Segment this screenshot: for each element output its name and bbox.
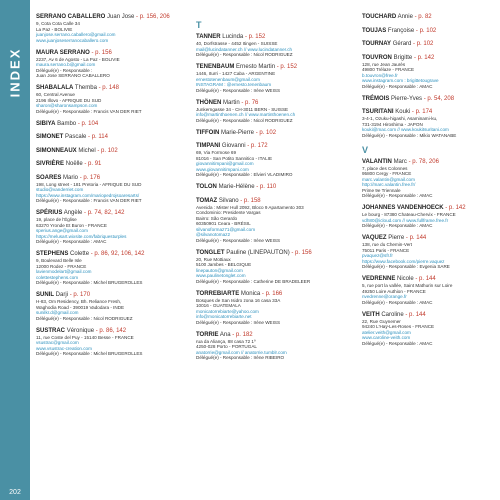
- entry-delegate-line: Délégué(e) - Responsable : Catherine DE BRADELEER: [196, 278, 311, 284]
- entry-firstname: Michel: [78, 147, 96, 154]
- entry-firstname: Véronique: [66, 327, 95, 334]
- entry-surname: THÖNEN: [196, 99, 222, 106]
- entry-delegate-line: Délégué(e) - Responsable : Nicol RODRIGUEZ: [196, 52, 293, 57]
- entry-contact-link[interactable]: mail@lucindatanner.ch // www.lucindatanner.ch: [196, 46, 293, 52]
- entry-pages: - p. 86, 142: [95, 327, 127, 334]
- index-entry: [196, 100, 346, 124]
- entry-firstname: Pierre: [388, 235, 405, 241]
- index-entry: [362, 312, 498, 347]
- index-title-container: [2, 12, 28, 132]
- index-entry: [36, 251, 181, 286]
- entry-address-line: Le bourg - 87380 Chateau-Chervix - FRANCE: [362, 212, 456, 217]
- entry-pages: - p. 102: [413, 41, 434, 47]
- entry-surname: TOMAZ: [196, 197, 218, 204]
- entry-surname: TIFFOIN: [196, 129, 220, 136]
- entry-firstname: Caroline: [381, 311, 404, 318]
- entry-heading: [36, 134, 181, 141]
- index-entry: [196, 291, 346, 326]
- entry-pages: - p. 156, 206: [136, 14, 170, 20]
- entry-firstname: Themba: [74, 85, 97, 91]
- entry-firstname: Darji: [55, 292, 69, 298]
- entry-firstname: Giovanni: [221, 143, 246, 149]
- entry-pages: - p. 91: [84, 161, 102, 167]
- entry-delegate-line: Délégué(e) - Responsable : Mikio WATANABE: [362, 132, 457, 138]
- entry-surname: VEITH: [362, 311, 380, 318]
- entry-contact-link[interactable]: www.paulinetonglet.com: [196, 273, 246, 278]
- entry-pages: - p. 102: [97, 147, 118, 154]
- entry-surname: TOURNAY: [362, 41, 392, 47]
- entry-contact-link[interactable]: studio@vanderriet.com: [36, 187, 84, 192]
- entry-pages: - p. 82: [414, 14, 432, 20]
- entry-address-line: rua da Aliança, 88 casa 72 1º: [196, 338, 256, 344]
- entry-heading: [362, 312, 498, 319]
- entry-firstname: Pauline (LINEPAUTON): [226, 249, 290, 256]
- entry-heading: [362, 96, 498, 103]
- entry-firstname: Lucinda: [222, 34, 244, 40]
- entry-firstname: Colette: [70, 251, 90, 257]
- index-entry: [362, 96, 498, 103]
- entry-contact-link[interactable]: @silvanotomaz2: [196, 232, 231, 237]
- entry-delegate-line: Délégué(e) - Responsable : Irène WEISS: [196, 237, 281, 243]
- entry-heading: [36, 85, 181, 92]
- entry-address-line: 75011 Paris - FRANCE: [362, 247, 410, 253]
- entry-delegate-line: Prime 9e Triennale: [362, 187, 401, 193]
- entry-delegate-line: Délégué(e) - Responsable : AMAC: [362, 223, 433, 228]
- entry-address-line: 7, place des Colonnes: [362, 165, 408, 171]
- entry-pages: - p. 170: [69, 292, 91, 298]
- entry-pages: - p. 172: [247, 143, 268, 149]
- entry-firstname: Françoise: [387, 27, 415, 34]
- entry-heading: [36, 251, 181, 258]
- entry-firstname: Mario: [63, 174, 79, 181]
- entry-delegate-line: Délégué(e) - Responsable : AMAC: [362, 340, 433, 346]
- index-entry: [362, 55, 498, 90]
- entry-surname: JOHANNES VANDENHOECK: [362, 205, 444, 211]
- entry-delegate-line: Délégué(e) - Responsable : Irène RIBEIRO: [196, 355, 285, 360]
- entry-pages: - p. 74, 82, 142: [84, 210, 125, 216]
- index-entry: [196, 198, 346, 244]
- entry-delegate-line: Juan Jose SERRANO CABALLERO: [36, 73, 110, 78]
- entry-pages: - p. 156: [291, 249, 312, 256]
- entry-heading: [196, 198, 346, 205]
- entry-heading: [196, 184, 346, 191]
- entry-contact-link[interactable]: juanjose.serrano.caballero@gmail.com: [36, 32, 116, 37]
- entry-address-line: 4250-028 Porto - PORTUGAL: [196, 344, 257, 349]
- entry-contact-link[interactable]: www.caroline-veith.com: [362, 335, 411, 340]
- entry-contact-link[interactable]: sunilkr.d@gmail.com: [36, 310, 79, 315]
- index-title: INDEX: [7, 47, 23, 97]
- entry-pages: - p. 148: [98, 85, 119, 91]
- entry-address-line: Junkerngasse 34 - CH-3011 BERN - SUISSE: [196, 106, 289, 112]
- entry-surname: TIMPANI: [196, 143, 221, 149]
- entry-contact-link[interactable]: vsustrac@gmail.com: [36, 340, 79, 345]
- index-entry: [196, 34, 346, 58]
- entry-heading: [196, 291, 346, 298]
- entry-pages: - p. 144: [405, 311, 426, 318]
- entry-address-line: 49800 Trélaze - FRANCE: [362, 67, 415, 72]
- page-number: 202: [9, 489, 21, 496]
- index-entry: [36, 50, 181, 79]
- entry-address-line: H-83, Om Residency, Bh. Reliance Fresh,: [36, 299, 122, 304]
- entry-delegate-line: Délégué(e) - Responsable : AMAC: [36, 239, 107, 244]
- entry-contact-link[interactable]: monicatorrebiarte@yahoo.com: [196, 308, 259, 314]
- entry-pages: - p. 156: [91, 49, 112, 56]
- entry-address-line: 22, Rue Guynemer: [362, 318, 401, 324]
- index-entry: [36, 148, 181, 155]
- entry-address-line: Bairro: São Gerardo: [196, 215, 238, 221]
- entry-firstname: Ernesto Martin: [236, 64, 276, 70]
- entry-address-line: 94240 L'Haÿ-Les-Roses - FRANCE: [362, 324, 435, 329]
- entry-surname: TONGLET: [196, 249, 225, 256]
- entry-firstname: Martin: [223, 99, 240, 106]
- entry-delegate-line: Délégué(e) - Responsable : Francis VAN DER RIET: [36, 108, 142, 114]
- entry-surname: TENENBAUM: [196, 64, 235, 70]
- entry-surname: SHABALALA: [36, 85, 74, 91]
- entry-contact-link[interactable]: info@martinthoenen.ch // www.martinthoenen.ch: [196, 112, 296, 117]
- entry-contact-link[interactable]: vdh80@icloud.com // www.fullframe.free.fr: [362, 217, 449, 223]
- entry-contact-link[interactable]: INSTAGRAM : @ernesto.tenenbaum: [196, 82, 272, 87]
- entry-surname: SUSTRAC: [36, 327, 66, 334]
- entry-delegate-line: Délégué(e) - Responsable : AMAC: [362, 83, 433, 89]
- entry-contact-link[interactable]: marc.valantin@gmail.com: [362, 176, 415, 182]
- entry-pages: - p. 104: [77, 120, 99, 127]
- entry-heading: [362, 205, 498, 212]
- entry-address-line: Bosques de San Isidro zona 16 casa 33A: [196, 297, 281, 303]
- entry-firstname: Angèle: [63, 210, 83, 216]
- entry-delegate-line: Délégué(e) - Responsable : AMAC: [362, 299, 433, 305]
- entry-firstname: Annie: [397, 14, 413, 20]
- entry-surname: STEPHENS: [36, 251, 69, 257]
- entry-heading: [36, 210, 181, 217]
- entry-firstname: Silvano: [218, 197, 239, 204]
- entry-heading: [196, 130, 346, 137]
- entry-firstname: Gérard: [392, 41, 412, 47]
- entry-address-line: 20, Rue Mottiaux: [196, 256, 231, 262]
- entry-firstname: Bambo: [57, 120, 77, 127]
- entry-address-line: 5100 Jambes - BELGIQUE: [196, 262, 252, 267]
- index-entry: [196, 184, 346, 191]
- entry-heading: [196, 332, 346, 339]
- entry-contact-link[interactable]: www.juanjoseserranocaballero.com: [36, 37, 109, 43]
- entry-firstname: Ana: [219, 331, 231, 338]
- entry-delegate-line: Délégué(e) - Responsable : Michel BRUGEROLLES: [36, 351, 143, 356]
- entry-address-line: 63270 Yronde Et Buron - FRANCE: [36, 222, 107, 228]
- entry-surname: TORREBIARTE: [196, 290, 240, 297]
- entry-contact-link[interactable]: www.vsustrac-creation.com: [36, 345, 92, 351]
- entry-delegate-line: Délégué(e) - Responsable : Evgenia SARE: [362, 264, 450, 269]
- index-entry: [36, 121, 181, 128]
- entry-firstname: Pascale: [65, 134, 87, 140]
- entry-address-line: 3-4-1, Ozuku-higashi, Asaminami-ku,: [362, 116, 438, 121]
- entry-address-line: 95800 Cergy - FRANCE: [362, 171, 412, 176]
- entry-address-line: 138, rue du Chemin-Vert: [362, 242, 413, 247]
- entry-surname: TSURITANI: [362, 109, 394, 115]
- entry-address-line: 5, rue port la vallée, Saint Mathurin sur Loire: [362, 283, 453, 288]
- entry-heading: [36, 175, 181, 182]
- entry-surname: TANNER: [196, 34, 221, 40]
- entry-delegate-line: Délégué(e) - Responsable :: [36, 67, 93, 73]
- entry-address-line: Avenida : Mister Hull 2092, Bloco 9 Apartamento 303: [196, 204, 304, 210]
- entry-firstname: Kouki: [395, 109, 411, 115]
- entry-address-line: 731-3194 Hiroshima - JAPON: [362, 121, 423, 127]
- entry-address-line: 12000 Rodez - FRANCE: [36, 263, 87, 269]
- entry-pages: - p. 182: [232, 331, 253, 338]
- entry-pages: - p. 152: [244, 34, 266, 40]
- entry-heading: [36, 328, 181, 335]
- entry-address-line: 40, Dorfstrasse - 4452 Itingen - SUISSE: [196, 41, 278, 46]
- entry-address-line: 2237, Av 6 de Agosto - La Paz - BOLIVIE: [36, 56, 120, 62]
- entry-heading: [196, 64, 346, 71]
- entry-pages: - p. 152: [276, 64, 298, 70]
- entry-address-line: 11, rue Coste del Puy - 15140 Besse - FRANCE: [36, 334, 134, 340]
- entry-address-line: 10016 - GUATEMALA: [196, 303, 241, 308]
- index-entry: [36, 328, 181, 357]
- index-entry: [36, 175, 181, 204]
- entry-address-line: 128, rue Jean Jaurès: [362, 61, 406, 67]
- entry-firstname: Nicole: [397, 276, 414, 282]
- entry-heading: [362, 235, 498, 242]
- entry-heading: [196, 143, 346, 150]
- entry-contact-link[interactable]: info@monicatorrebiarte.net: [196, 314, 252, 319]
- entry-contact-link[interactable]: b.touvron@free.fr: [362, 72, 398, 78]
- entry-pages: - p. 142: [413, 54, 435, 61]
- entry-address-line: 9, Cota Cota Calle 34: [36, 21, 80, 26]
- entry-address-line: 19, place de l'Église: [36, 217, 77, 222]
- entry-address-line: 2196 Illovo - AFRIQUE DU SUD: [36, 97, 102, 103]
- index-entry: [36, 292, 181, 321]
- entry-address-line: 60, Central Avenue: [36, 92, 75, 97]
- entry-heading: [196, 100, 346, 107]
- entry-address-line: 1446, Iturri - 1427 Caba - ARGENTINE: [196, 71, 276, 76]
- entry-pages: - p. 114: [88, 134, 108, 140]
- entry-pages: - p. 54, 208: [423, 95, 455, 102]
- entry-firstname: Marie-Pierre: [221, 129, 255, 136]
- entry-delegate-line: Délégué(e) - Responsable : Nicol RODRIGUEZ: [36, 315, 133, 321]
- entry-heading: [36, 121, 181, 128]
- index-entry: [362, 205, 498, 229]
- index-entry: [36, 134, 181, 141]
- entry-address-line: 9, Boulevard Belle Isle: [36, 258, 82, 263]
- column-1: [36, 14, 181, 363]
- entry-address-line: 81016 - San Potito Sannitico - ITALIE: [196, 155, 273, 161]
- entry-heading: [196, 34, 346, 41]
- entry-pages: - p. 102: [415, 27, 437, 34]
- index-entry: [196, 332, 346, 361]
- entry-pages: - p. 76: [241, 99, 259, 106]
- index-entry: [196, 130, 346, 137]
- entry-address-line: 198, Long street - 181 Pretoria - AFRIQUE DU SUD: [36, 181, 142, 187]
- entry-firstname: Marc: [393, 158, 407, 165]
- section-letter: V: [362, 144, 369, 155]
- entry-contact-link[interactable]: sperius.ange@gmail.com: [36, 228, 88, 233]
- entry-heading: [362, 159, 498, 166]
- entry-pages: - p. 144: [405, 235, 427, 241]
- entry-heading: [362, 276, 498, 283]
- entry-contact-link[interactable]: atelier.veith@gmail.com: [362, 329, 411, 335]
- entry-firstname: Noëlle: [65, 161, 83, 167]
- entry-heading: [36, 292, 181, 299]
- entry-address-line: Condominio: Presidente Vargas: [196, 210, 261, 215]
- index-entry: [36, 14, 181, 43]
- entry-delegate-line: Délégué(e) - Responsable : Irène WEISS: [196, 319, 281, 325]
- entry-pages: - p. 86, 92, 106, 142: [90, 251, 145, 257]
- entry-contact-link[interactable]: colettestephens.com: [36, 274, 79, 280]
- entry-surname: SERRANO CABALLERO: [36, 14, 106, 20]
- entry-pages: - p. 176: [79, 174, 101, 181]
- column-3: [362, 14, 498, 353]
- entry-surname: VEDRENNE: [362, 276, 396, 282]
- entry-surname: TOUJAS: [362, 27, 387, 34]
- entry-firstname: Monica: [240, 290, 261, 297]
- entry-surname: TRÉMOIS: [362, 95, 390, 102]
- entry-pages: - p. 102: [255, 129, 277, 136]
- column-2: [196, 14, 346, 367]
- entry-contact-link[interactable]: kouki@mac.com // www.koukitsuritani.com: [362, 127, 449, 132]
- entry-heading: [362, 14, 498, 21]
- entry-pages: - p. 158: [240, 197, 261, 204]
- entry-surname: SIMONET: [36, 134, 64, 140]
- entry-pages: - p. 142: [445, 205, 466, 211]
- entry-delegate-line: Délégué(e) - Responsable : Elvieri VLADIMIRO: [196, 172, 293, 177]
- entry-pages: - p. 78, 206: [408, 158, 439, 165]
- entry-address-line: 60350901 Ceara - BRÉSIL: [196, 221, 251, 226]
- entry-surname: SIMONNEAUX: [36, 147, 77, 154]
- entry-surname: MAURA SERRANO: [36, 49, 90, 56]
- entry-surname: TOUVRON: [362, 54, 392, 61]
- index-sidebar-tab: [0, 0, 30, 500]
- entry-surname: TORRIE: [196, 331, 219, 338]
- entry-contact-link[interactable]: maura.serrano.b@gmail.com: [36, 62, 96, 67]
- entry-surname: SOARES: [36, 174, 62, 181]
- entry-contact-link[interactable]: www.instagram.com : brigittetougrave: [362, 78, 439, 83]
- entry-contact-link[interactable]: pvaquez@sfr.fr: [362, 253, 393, 258]
- entry-contact-link[interactable]: lavienmodelart@gmail.com: [36, 269, 92, 274]
- entry-delegate-line: Délégué(e) - Responsable : Irène WEISS: [196, 87, 281, 93]
- entry-contact-link[interactable]: http://marc.valantin.free.fr/: [362, 182, 416, 187]
- index-entry: [36, 210, 181, 245]
- entry-contact-link[interactable]: giovannitimpani@gmail.com: [196, 161, 254, 166]
- entry-address-line: 49250 Loire Authion - FRANCE: [362, 288, 426, 294]
- entry-heading: [362, 55, 498, 62]
- entry-contact-link[interactable]: https://melusart.wixsite.com/fabriquesturples: [36, 233, 127, 239]
- entry-delegate-line: Délégué(e) - Responsable : Michel BRUGEROLLES: [36, 280, 143, 285]
- entry-heading: [36, 148, 181, 155]
- index-entry: [36, 161, 181, 168]
- entry-address-line: La Paz - BOLIVIE: [36, 26, 73, 32]
- index-entry: [196, 250, 346, 285]
- entry-delegate-line: Délégué(e) - Responsable : Francis VAN DER RIET: [36, 198, 142, 203]
- entry-heading: [362, 28, 498, 35]
- entry-delegate-line: Délégué(e) - Responsable : Nicol RODRIGUEZ: [196, 117, 293, 123]
- entry-heading: [362, 109, 498, 116]
- entry-heading: [36, 50, 181, 57]
- entry-address-line: Waghodia Road - 390019 Vadodara - INDE: [36, 304, 125, 310]
- index-entry: [36, 85, 181, 114]
- entry-contact-link[interactable]: https://www.instagram.com/mariopedrojsoaresarts/: [36, 192, 140, 198]
- entry-surname: SIVRIÈRE: [36, 161, 65, 167]
- index-entry: [362, 28, 498, 35]
- entry-firstname: Juan Jose: [107, 14, 135, 20]
- index-entry: [362, 276, 498, 305]
- entry-pages: - p. 110: [256, 184, 277, 190]
- entry-firstname: Brigitte: [393, 54, 413, 61]
- entry-contact-link[interactable]: linepauton@gmail.com: [196, 267, 243, 273]
- entry-heading: [362, 41, 498, 48]
- entry-contact-link[interactable]: https://www.facebook.com/pierre.vaquez: [362, 258, 445, 264]
- index-entry: [362, 14, 498, 21]
- entry-heading: [196, 250, 346, 257]
- entry-contact-link[interactable]: ernestotenenbaum@gmail.com: [196, 76, 260, 82]
- entry-surname: SIBIYA: [36, 120, 56, 127]
- entry-contact-link[interactable]: silvanoformaz71@gmail.com: [196, 226, 256, 232]
- entry-address-line: 69, Via Formose 69: [196, 150, 237, 155]
- entry-contact-link[interactable]: anatorrie@gmail.com // anatorrie.tumblr.com: [196, 349, 287, 355]
- index-entry: [196, 64, 346, 93]
- entry-delegate-line: Délégué(e) - Responsable : AMAC: [362, 193, 433, 198]
- entry-surname: TOUCHARD: [362, 14, 397, 20]
- index-entry: [362, 159, 498, 199]
- section-letter: T: [196, 20, 202, 30]
- entry-contact-link[interactable]: nvedrenne@orange.fr: [362, 294, 407, 299]
- entry-surname: SUNIL: [36, 292, 54, 298]
- index-entry: [362, 235, 498, 270]
- entry-contact-link[interactable]: sharon@sharonsampson.com: [36, 103, 98, 108]
- entry-pages: - p. 144: [415, 276, 436, 282]
- entry-contact-link[interactable]: www.giovannitimpani.com: [196, 166, 249, 172]
- entry-pages: - p. 174: [411, 109, 433, 115]
- index-entry: [362, 109, 498, 138]
- entry-surname: SPÉRIUS: [36, 210, 63, 216]
- entry-firstname: Pierre-Yves: [391, 95, 423, 102]
- index-entry: [362, 41, 498, 48]
- index-entry: [196, 143, 346, 178]
- entry-heading: [36, 14, 181, 21]
- entry-pages: - p. 166: [261, 290, 283, 297]
- entry-heading: [36, 161, 181, 168]
- entry-firstname: Marie-Hélène: [218, 184, 255, 190]
- entry-surname: VAQUEZ: [362, 235, 387, 241]
- entry-surname: VALANTIN: [362, 158, 392, 165]
- entry-surname: TOLON: [196, 184, 217, 190]
